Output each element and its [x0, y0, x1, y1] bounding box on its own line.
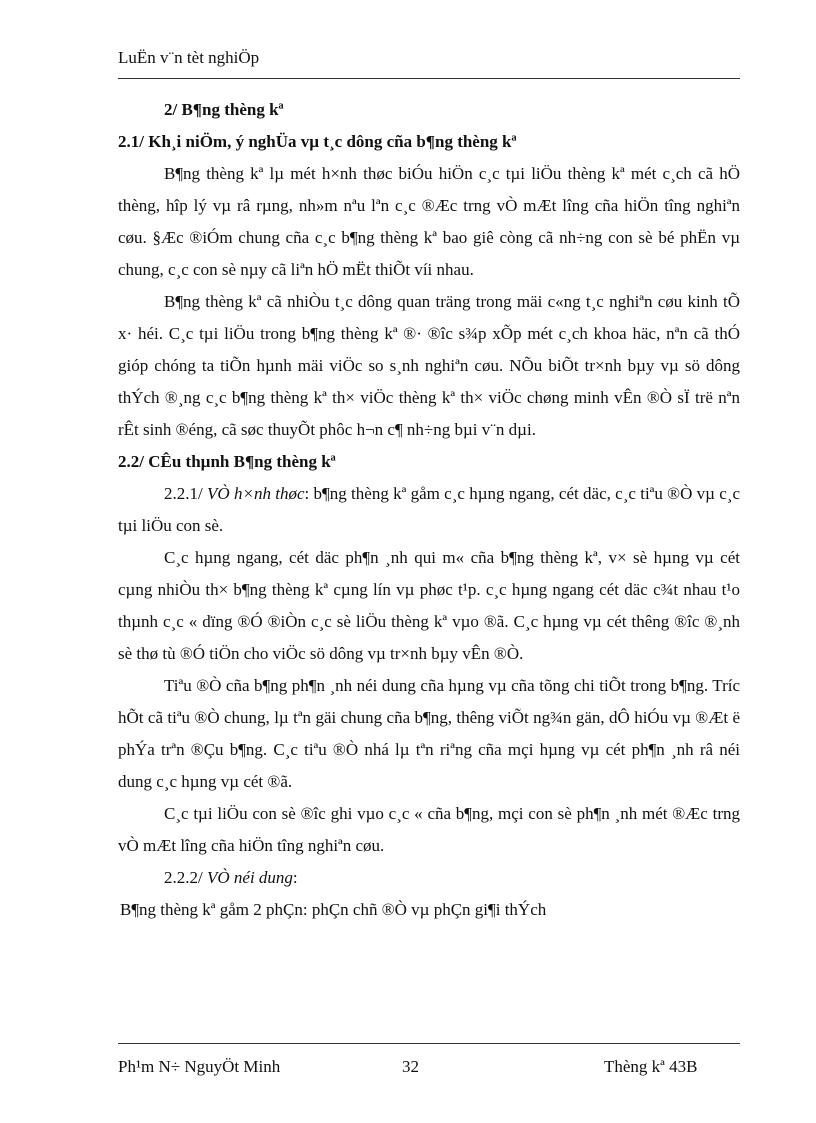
paragraph-2-2-1	[118, 478, 740, 542]
paragraph: C¸c hµng ngang, cét däc ph¶n ¸nh qui m« cña b¶ng thèng kª, v× sè hµng vµ cét cµng nhiÒu th× b¶ng thèng kª cµng lín vµ phøc t¹p. c¸c hµng ngang cét däc c¾t nhau t¹o thµnh c¸c « dïng ®Ó ®iÒn c¸c sè liÖu thèng kª vµo ®ã. C¸c hµng vµ cét thêng ®îc ®¸nh sè thø tù ®Ó tiÖn cho viÖc sö dông vµ tr×nh bµy vÊn ®Ò.	[118, 548, 740, 663]
paragraph: B¶ng thèng kª lµ mét h×nh thøc biÓu hiÖn c¸c tµi liÖu thèng kª mét c¸ch cã hÖ thèng, hîp lý vµ râ rµng, nh»m nªu lªn c¸c ®Æc trng vÒ mÆt lîng cña hiÖn tîng nghiªn cøu. §Æc ®iÓm chung cña c¸c b¶ng thèng kª bao giê còng cã nh÷ng con sè bé phËn vµ chung, c¸c con sè nµy cã liªn hÖ mËt thiÕt víi nhau.	[118, 164, 740, 279]
sub-label: 2.2.2/	[164, 868, 207, 887]
paragraph: C¸c tµi liÖu con sè ®îc ghi vµo c¸c « cña b¶ng, mçi con sè ph¶n ¸nh mét ®Æc trng vÒ mÆt lîng cña hiÖn tîng nghiªn cøu.	[118, 804, 740, 855]
paragraph: B¶ng thèng kª cã nhiÒu t¸c dông quan träng trong mäi c«ng t¸c nghiªn cøu kinh tÕ x· héi. C¸c tµi liÖu trong b¶ng thèng kª ®· ®îc s¾p xÕp mét c¸ch khoa häc, nªn cã thÓ gióp chóng ta tiÕn hµnh mäi viÖc so s¸nh nghiªn cøu. NÕu biÕt tr×nh bµy vµ sö dông thÝch ®¸ng c¸c b¶ng thèng kª th× viÖc thèng kª th× viÖc chøng minh vÊn ®Ò sÏ trë nªn rÊt sinh ®éng, cã søc thuyÕt phôc h¬n c¶ nh÷ng bµi v¨n dµi.	[118, 292, 740, 439]
footer-class: Thèng kª 43B	[604, 1057, 698, 1076]
paragraph: Tiªu ®Ò cña b¶ng ph¶n ¸nh néi dung cña hµng vµ cña tõng chi tiÕt trong b¶ng. Tríc hÕt cã tiªu ®Ò chung, lµ tªn gäi chung cña b¶ng, thêng viÕt ng¾n gän, dÔ hiÓu vµ ®Æt ë phÝa trªn ®Çu b¶ng. C¸c tiªu ®Ò nhá lµ tªn riªng cña mçi hµng vµ cét ph¶n ¸nh râ néi dung c¸c hµng vµ cét ®ã.	[118, 676, 740, 791]
paragraph: B¶ng thèng kª gåm 2 phÇn: phÇn chñ ®Ò vµ phÇn gi¶i thÝch	[120, 900, 547, 919]
footer-page-number: 32	[402, 1057, 419, 1076]
page-header-title: LuËn v¨n tèt nghiÖp	[118, 48, 260, 67]
sub-label-italic: VÒ néi dung	[206, 868, 293, 887]
sub-label: 2.2.1/	[164, 484, 208, 503]
subsection-heading-2-2: 2.2/ CÊu thµnh B¶ng thèng kª	[118, 452, 336, 471]
header-rule	[118, 78, 740, 79]
paragraph-2-2-2	[118, 862, 740, 894]
document-body	[118, 94, 740, 926]
sub-colon: :	[292, 868, 298, 887]
footer-author: Ph¹m N÷ NguyÖt Minh	[118, 1057, 281, 1076]
section-heading: 2/ B¶ng thèng kª	[164, 100, 284, 119]
sub-text: : b¶ng thèng kª gåm c¸c hµng ngang, cét däc, c¸c tiªu ®Ò vµ c¸c tµi liÖu con sè.	[118, 484, 740, 535]
sub-label-italic: VÒ h×nh thøc	[207, 484, 305, 503]
subsection-heading-2-1: 2.1/ Kh¸i niÖm, ý nghÜa vµ t¸c dông cña b¶ng thèng kª	[118, 132, 517, 151]
footer-rule	[118, 1043, 740, 1044]
